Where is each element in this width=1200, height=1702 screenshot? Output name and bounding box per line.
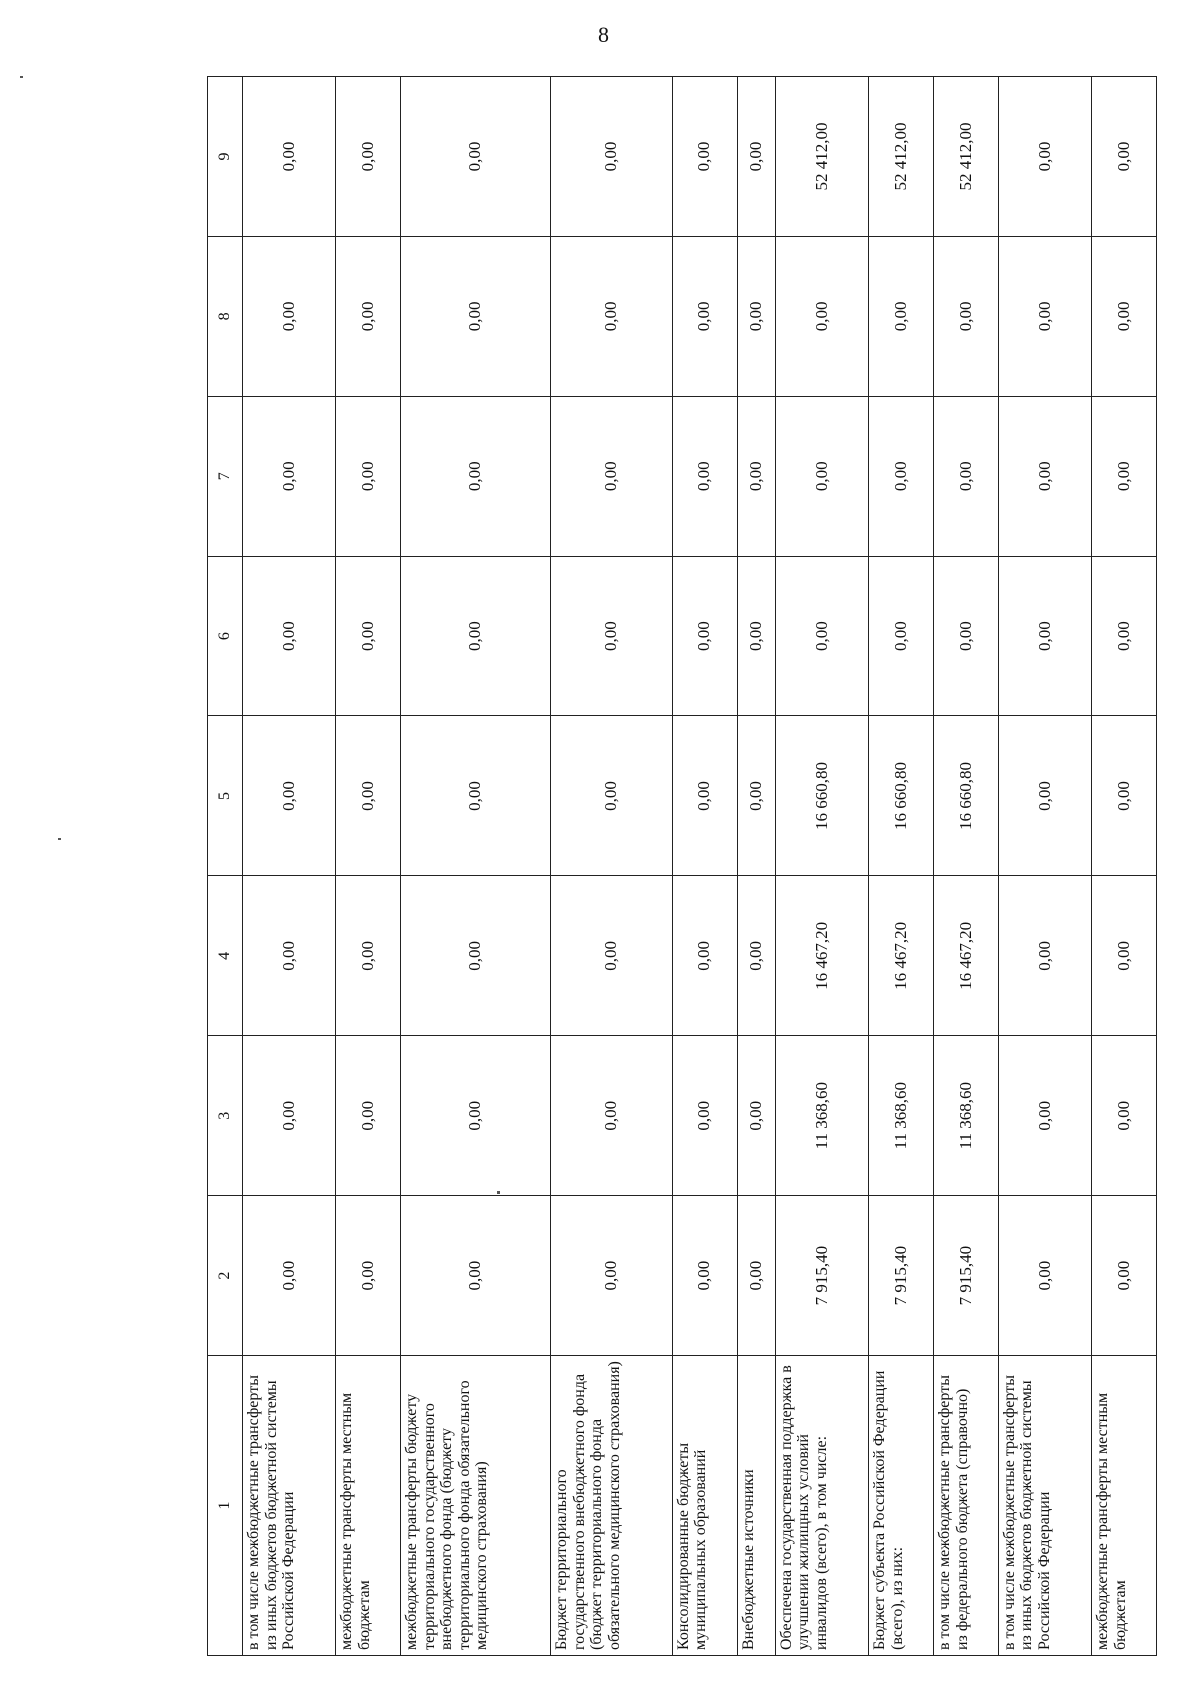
table-cell: 0,00 <box>243 396 336 556</box>
table-cell: 0,00 <box>401 1196 551 1356</box>
column-header: 9 <box>208 77 243 237</box>
table-cell: 0,00 <box>737 1036 775 1196</box>
table-cell: 52 412,00 <box>933 77 998 237</box>
table-cell: 0,00 <box>243 716 336 876</box>
column-header: 6 <box>208 556 243 716</box>
table-cell: 52 412,00 <box>869 77 934 237</box>
table-body <box>243 77 1157 1656</box>
row-label: Консолидированные бюджеты муниципальных образований <box>672 1356 737 1656</box>
table-cell: 0,00 <box>737 1196 775 1356</box>
table-cell: 11 368,60 <box>869 1036 934 1196</box>
table-cell: 0,00 <box>998 396 1091 556</box>
table-cell: 0,00 <box>775 236 868 396</box>
table-row <box>1092 77 1157 1656</box>
table-cell: 0,00 <box>551 1196 673 1356</box>
table-cell: 0,00 <box>243 876 336 1036</box>
table-row <box>336 77 401 1656</box>
table-cell: 0,00 <box>243 1036 336 1196</box>
table-cell: 0,00 <box>672 716 737 876</box>
table-cell: 0,00 <box>551 236 673 396</box>
table-cell: 7 915,40 <box>933 1196 998 1356</box>
table-cell: 0,00 <box>1092 876 1157 1036</box>
table-cell: 0,00 <box>336 876 401 1036</box>
table-cell: 0,00 <box>869 396 934 556</box>
table-cell: 0,00 <box>737 396 775 556</box>
table-cell: 0,00 <box>933 556 998 716</box>
table-cell: 0,00 <box>401 1036 551 1196</box>
row-label: межбюджетные трансферты местным бюджетам <box>1092 1356 1157 1656</box>
table-cell: 0,00 <box>998 716 1091 876</box>
table-cell: 0,00 <box>737 236 775 396</box>
table-cell: 0,00 <box>869 556 934 716</box>
table-cell: 0,00 <box>737 77 775 237</box>
row-label: в том числе межбюджетные трансферты из федерального бюджета (справочно) <box>933 1356 998 1656</box>
table-cell: 0,00 <box>1092 716 1157 876</box>
table-cell: 0,00 <box>336 716 401 876</box>
table-cell: 0,00 <box>1092 1036 1157 1196</box>
table-cell: 0,00 <box>672 1196 737 1356</box>
table-cell: 0,00 <box>998 77 1091 237</box>
table-cell: 0,00 <box>672 1036 737 1196</box>
row-label: межбюджетные трансферты бюджету территориального государственного внебюджетного фонда (бюджету территориального фонда обязательного медицинского страхования) <box>401 1356 551 1656</box>
table-cell: 0,00 <box>775 396 868 556</box>
table-cell: 0,00 <box>401 876 551 1036</box>
table-cell: 0,00 <box>336 236 401 396</box>
row-label: Обеспечена государственная поддержка в улучшении жилищных условий инвалидов (всего), в том числе: <box>775 1356 868 1656</box>
table-cell: 0,00 <box>672 876 737 1036</box>
table-cell: 0,00 <box>998 556 1091 716</box>
table-row <box>933 77 998 1656</box>
table-cell: 0,00 <box>672 77 737 237</box>
table-cell: 0,00 <box>1092 396 1157 556</box>
column-header: 4 <box>208 876 243 1036</box>
table-cell: 7 915,40 <box>869 1196 934 1356</box>
table-row <box>737 77 775 1656</box>
table-cell: 16 660,80 <box>933 716 998 876</box>
table-cell: 0,00 <box>1092 236 1157 396</box>
table-cell: 16 660,80 <box>869 716 934 876</box>
table-cell: 52 412,00 <box>775 77 868 237</box>
table-row <box>775 77 868 1656</box>
table-cell: 0,00 <box>551 876 673 1036</box>
row-label: в том числе межбюджетные трансферты из иных бюджетов бюджетной системы Российской Федерации <box>998 1356 1091 1656</box>
table-cell: 0,00 <box>243 556 336 716</box>
budget-table <box>207 76 1157 1656</box>
page-number: 8 <box>598 22 609 47</box>
table-cell: 16 467,20 <box>933 876 998 1036</box>
table-cell: 0,00 <box>401 77 551 237</box>
table-cell: 11 368,60 <box>933 1036 998 1196</box>
row-label: Внебюджетные источники <box>737 1356 775 1656</box>
table-cell: 0,00 <box>737 716 775 876</box>
column-header: 2 <box>208 1196 243 1356</box>
table-cell: 0,00 <box>401 556 551 716</box>
table-row <box>869 77 934 1656</box>
scan-speck <box>20 76 23 78</box>
column-header: 8 <box>208 236 243 396</box>
table-cell: 11 368,60 <box>775 1036 868 1196</box>
table-cell: 16 660,80 <box>775 716 868 876</box>
row-label: Бюджет субъекта Российской Федерации (всего), из них: <box>869 1356 934 1656</box>
table-cell: 0,00 <box>933 236 998 396</box>
table-cell: 0,00 <box>998 236 1091 396</box>
table-cell: 0,00 <box>551 77 673 237</box>
table-cell: 0,00 <box>336 396 401 556</box>
table-cell: 0,00 <box>336 1196 401 1356</box>
table-cell: 16 467,20 <box>775 876 868 1036</box>
table-cell: 7 915,40 <box>775 1196 868 1356</box>
table-cell: 0,00 <box>737 876 775 1036</box>
table-cell: 0,00 <box>243 77 336 237</box>
table-row <box>401 77 551 1656</box>
scan-speck <box>58 838 61 840</box>
table-cell: 0,00 <box>1092 1196 1157 1356</box>
table-cell: 0,00 <box>551 1036 673 1196</box>
rotated-table-container <box>207 76 1157 1656</box>
table-cell: 0,00 <box>737 556 775 716</box>
table-row <box>243 77 336 1656</box>
row-label: в том числе межбюджетные трансферты из иных бюджетов бюджетной системы Российской Федерации <box>243 1356 336 1656</box>
table-row <box>672 77 737 1656</box>
table-cell: 0,00 <box>672 556 737 716</box>
table-cell: 0,00 <box>401 716 551 876</box>
column-header: 1 <box>208 1356 243 1656</box>
column-header: 5 <box>208 716 243 876</box>
table-cell: 0,00 <box>672 396 737 556</box>
table-cell: 0,00 <box>869 236 934 396</box>
table-cell: 0,00 <box>672 236 737 396</box>
column-header: 3 <box>208 1036 243 1196</box>
table-cell: 0,00 <box>243 236 336 396</box>
table-cell: 0,00 <box>336 1036 401 1196</box>
table-row <box>551 77 673 1656</box>
table-cell: 0,00 <box>1092 77 1157 237</box>
table-cell: 0,00 <box>998 1196 1091 1356</box>
table-cell: 16 467,20 <box>869 876 934 1036</box>
table-row <box>998 77 1091 1656</box>
table-cell: 0,00 <box>998 876 1091 1036</box>
table-cell: 0,00 <box>243 1196 336 1356</box>
row-label: Бюджет территориального государственного внебюджетного фонда (бюджет территориального фонда обязательного медицинского страхования) <box>551 1356 673 1656</box>
row-label: межбюджетные трансферты местным бюджетам <box>336 1356 401 1656</box>
table-header-row <box>208 77 243 1656</box>
table-cell: 0,00 <box>998 1036 1091 1196</box>
table-cell: 0,00 <box>401 396 551 556</box>
table-cell: 0,00 <box>336 556 401 716</box>
table-cell: 0,00 <box>933 396 998 556</box>
table-cell: 0,00 <box>1092 556 1157 716</box>
table-cell: 0,00 <box>551 716 673 876</box>
table-cell: 0,00 <box>551 396 673 556</box>
column-header: 7 <box>208 396 243 556</box>
table-cell: 0,00 <box>336 77 401 237</box>
table-cell: 0,00 <box>551 556 673 716</box>
table-cell: 0,00 <box>401 236 551 396</box>
table-cell: 0,00 <box>775 556 868 716</box>
